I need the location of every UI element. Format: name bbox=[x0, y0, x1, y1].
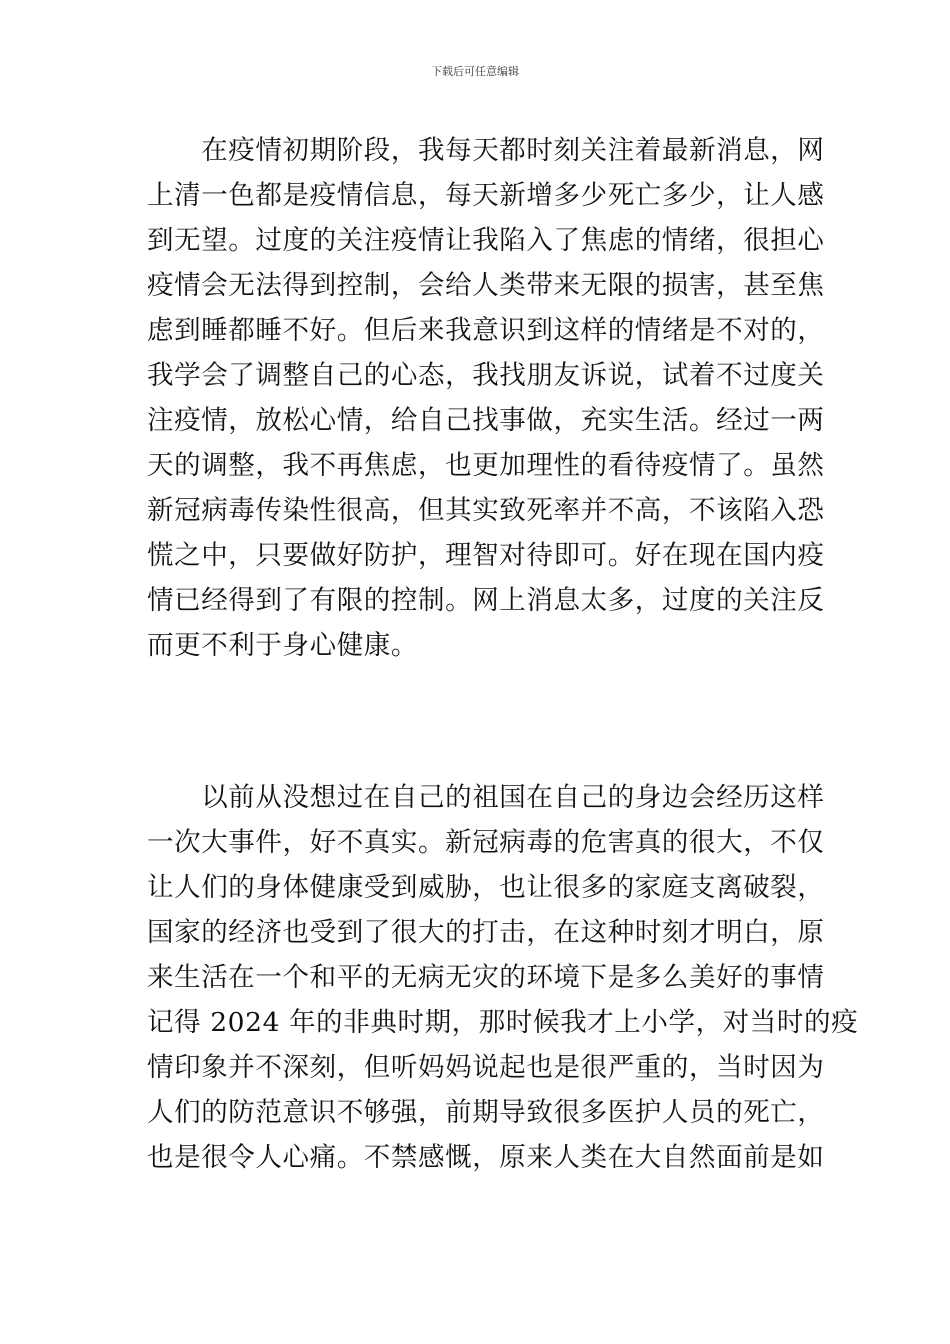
text-line: 到无望。过度的关注疫情让我陷入了焦虑的情绪，很担心 bbox=[147, 225, 825, 256]
text-line: 我学会了调整自己的心态，我找朋友诉说，试着不过度关 bbox=[147, 360, 825, 391]
text-line: 情印象并不深刻，但听妈妈说起也是很严重的，当时因为 bbox=[147, 1052, 825, 1083]
text-line: 让人们的身体健康受到威胁，也让很多的家庭支离破裂， bbox=[147, 872, 825, 903]
text-line: 疫情会无法得到控制，会给人类带来无限的损害，甚至焦 bbox=[147, 270, 825, 301]
text-line: 注疫情，放松心情，给自己找事做，充实生活。经过一两 bbox=[147, 405, 825, 436]
text-line: 以前从没想过在自己的祖国在自己的身边会经历这样 bbox=[147, 782, 825, 813]
text-line: 虑到睡都睡不好。但后来我意识到这样的情绪是不对的， bbox=[147, 315, 825, 346]
text-line: 记得 2024 年的非典时期，那时候我才上小学，对当时的疫 bbox=[147, 1007, 859, 1038]
text-line: 来生活在一个和平的无病无灾的环境下是多么美好的事情 bbox=[147, 962, 825, 993]
paragraph-1 bbox=[147, 128, 825, 668]
paragraph-2 bbox=[147, 775, 858, 1180]
text-line: 在疫情初期阶段，我每天都时刻关注着最新消息，网 bbox=[147, 135, 825, 166]
text-line: 人们的防范意识不够强，前期导致很多医护人员的死亡， bbox=[147, 1097, 825, 1128]
text-line: 新冠病毒传染性很高，但其实致死率并不高，不该陷入恐 bbox=[147, 495, 825, 526]
page-header: 下载后可任意编辑 bbox=[431, 65, 519, 78]
text-line: 情已经得到了有限的控制。网上消息太多，过度的关注反 bbox=[147, 585, 825, 616]
text-line: 也是很令人心痛。不禁感慨，原来人类在大自然面前是如 bbox=[147, 1142, 825, 1173]
text-line: 一次大事件，好不真实。新冠病毒的危害真的很大，不仅 bbox=[147, 827, 825, 858]
text-line: 慌之中，只要做好防护，理智对待即可。好在现在国内疫 bbox=[147, 540, 825, 571]
text-line: 而更不利于身心健康。 bbox=[147, 630, 418, 661]
text-line: 天的调整，我不再焦虑，也更加理性的看待疫情了。虽然 bbox=[147, 450, 825, 481]
text-line: 国家的经济也受到了很大的打击，在这种时刻才明白，原 bbox=[147, 917, 825, 948]
text-line: 上清一色都是疫情信息，每天新增多少死亡多少，让人感 bbox=[147, 180, 825, 211]
